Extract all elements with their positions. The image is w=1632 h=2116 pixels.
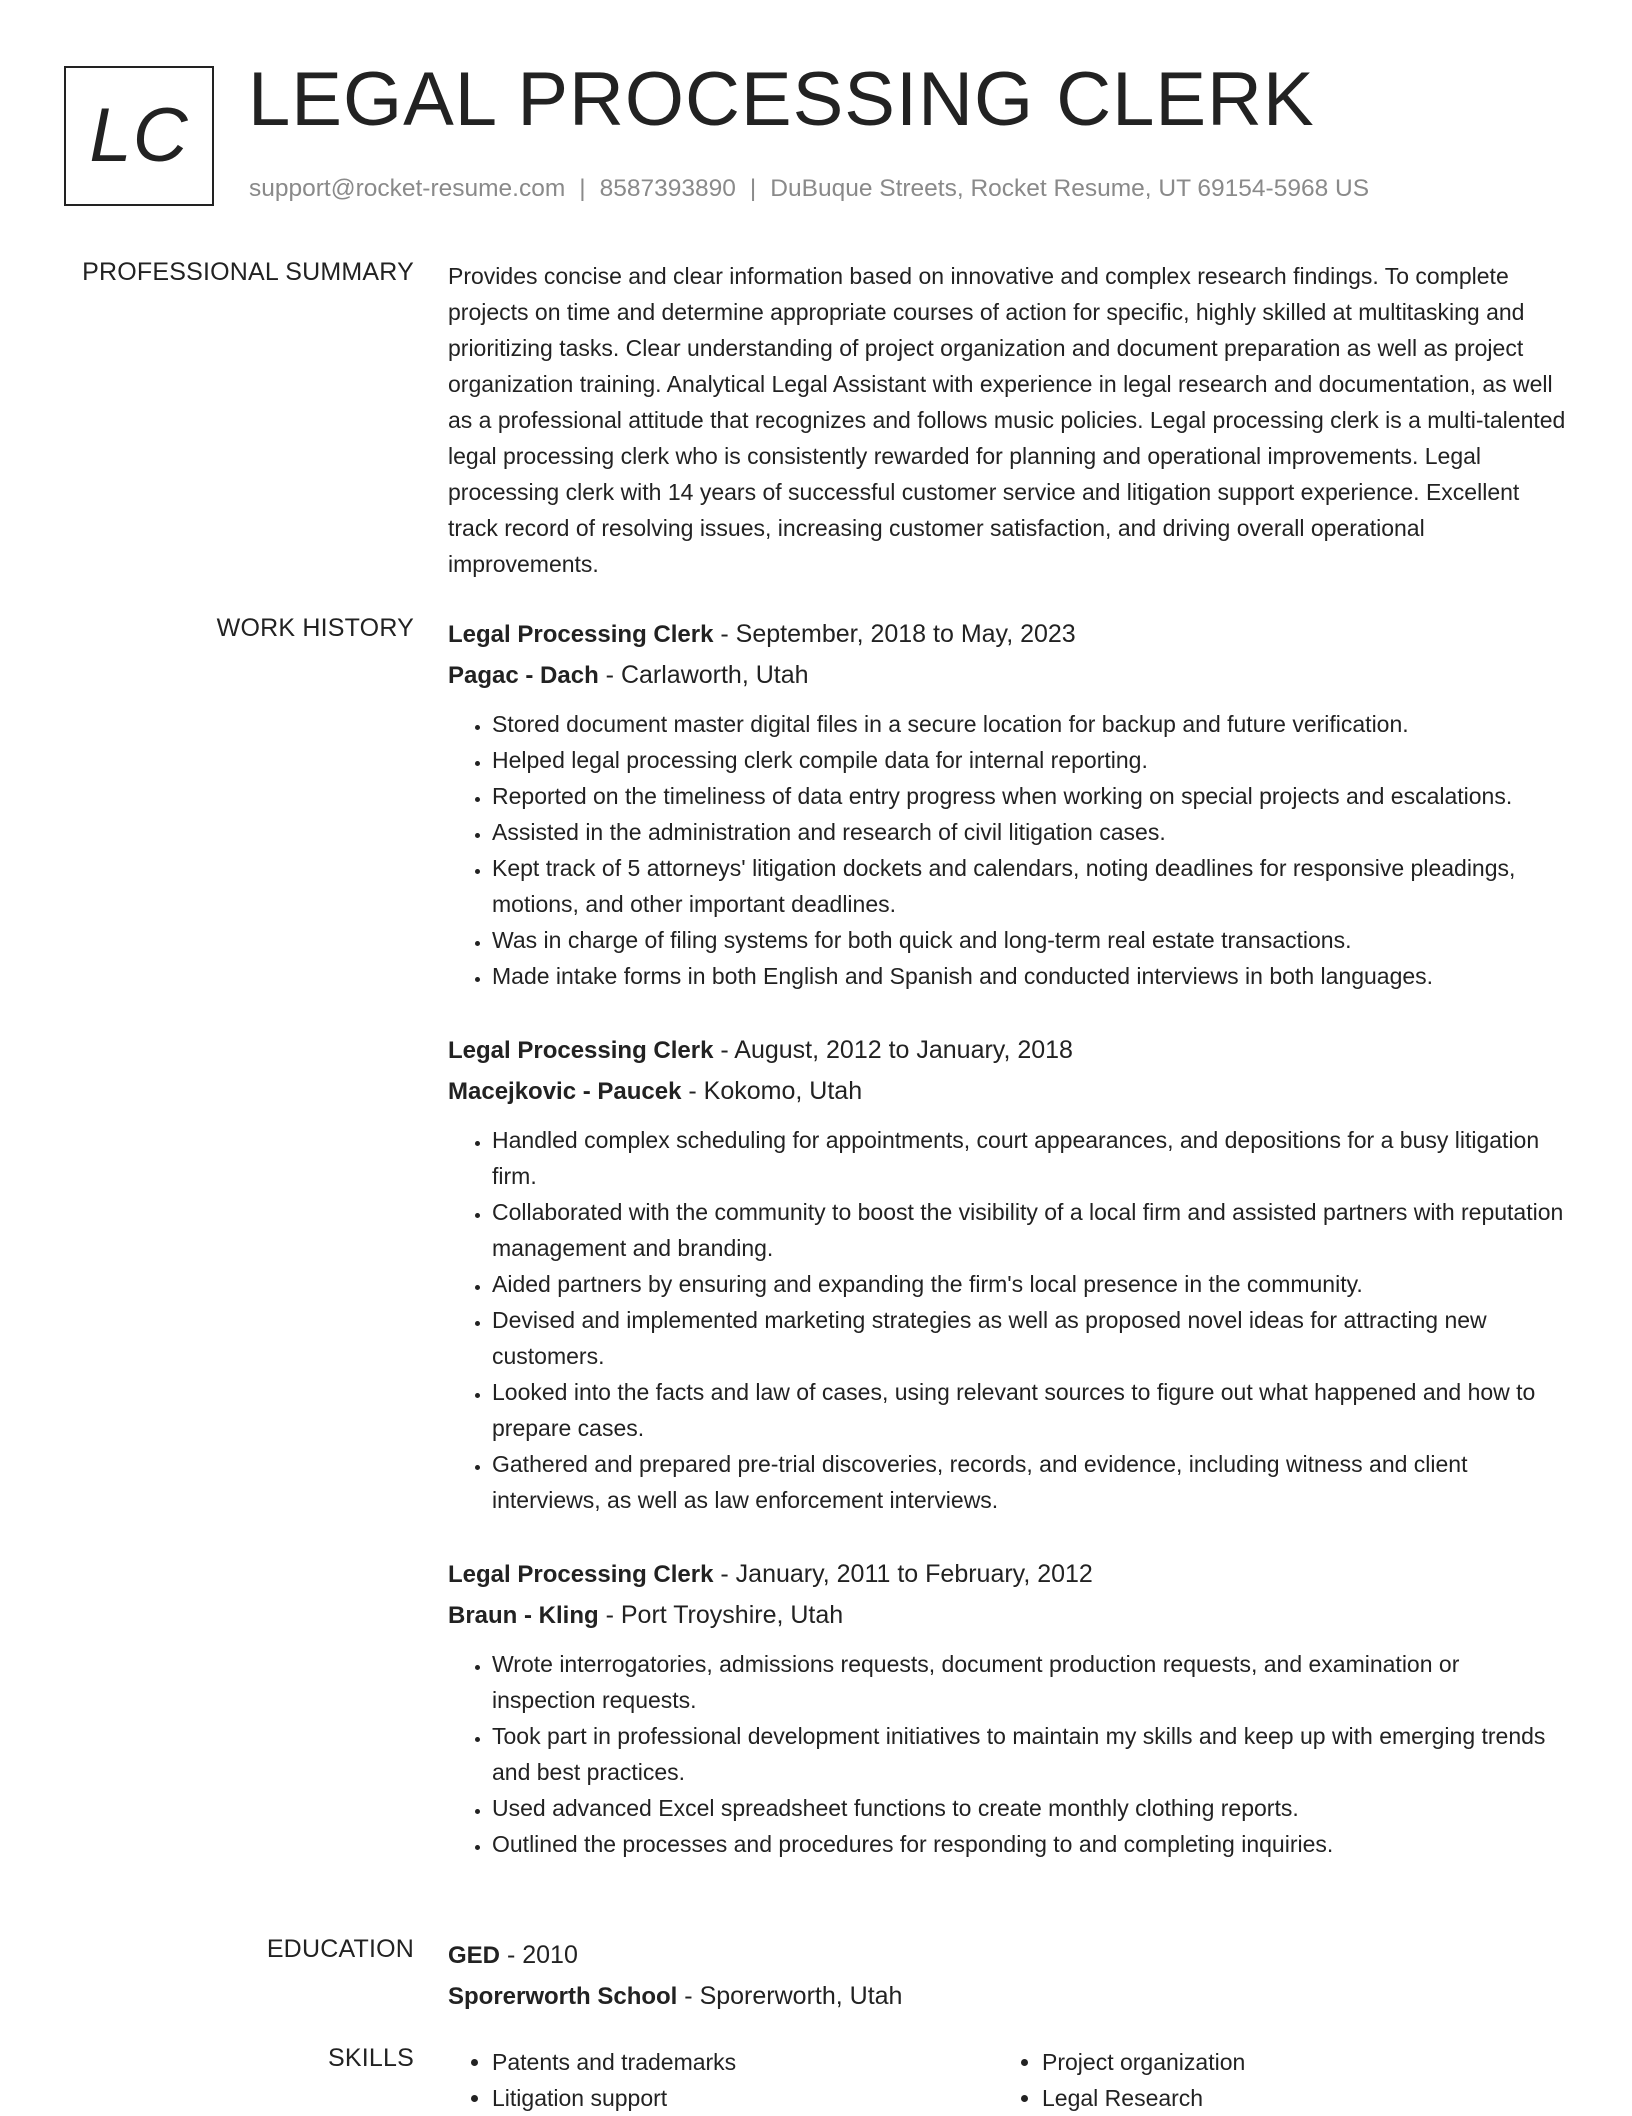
skill-item: • Patents and trademarks (492, 2044, 998, 2080)
job-title: Legal Processing Clerk (448, 621, 714, 648)
skills-heading: SKILLS (328, 2044, 414, 2072)
contact-separator: | (749, 175, 757, 202)
contact-line (249, 175, 1369, 203)
skill-item: • Legal Research (1042, 2080, 1548, 2116)
job-entry (448, 1030, 1568, 1518)
job-dates: - September, 2018 to May, 2023 (713, 620, 1076, 648)
list-item: • Used advanced Excel spreadsheet functions to create monthly clothing reports. (492, 1790, 1568, 1826)
list-item: • Collaborated with the community to boost the visibility of a local firm and assisted partners with reputation management and branding. (492, 1194, 1568, 1266)
contact-email[interactable]: support@rocket-resume.com (249, 175, 566, 202)
skills-list-right (998, 2044, 1548, 2116)
list-item: • Was in charge of filing systems for both quick and long-term real estate transactions. (492, 922, 1568, 958)
summary-text: Provides concise and clear information based on innovative and complex research findings. To complete projects on time and determine appropriate courses of action for specific, highly skilled at multitasking and prioritizing tasks. Clear understanding of project organization and document preparation as well as project organization training. Analytical Legal Assistant with experience in legal research and documentation, as well as a professional attitude that recognizes and follows music policies. Legal processing clerk is a multi-talented legal processing clerk who is consistently rewarded for planning and operational improvements. Legal processing clerk with 14 years of successful customer service and litigation support experience. Excellent track record of resolving issues, increasing customer satisfaction, and driving overall operational improvements. (448, 263, 1566, 577)
list-item: • Devised and implemented marketing strategies as well as proposed novel ideas for attracting new customers. (492, 1302, 1568, 1374)
job-bullets (448, 1646, 1568, 1862)
skills-list-left (448, 2044, 998, 2116)
job-company-line (448, 655, 1568, 696)
contact-phone[interactable]: 8587393890 (599, 175, 736, 202)
skill-item: • Litigation support (492, 2080, 998, 2116)
job-company-line (448, 1595, 1568, 1636)
list-item: • Took part in professional development initiatives to maintain my skills and keep up with emerging trends and best practices. (492, 1718, 1568, 1790)
job-company: Pagac - Dach (448, 662, 599, 689)
job-dates: - August, 2012 to January, 2018 (713, 1036, 1073, 1064)
list-item: • Gathered and prepared pre-trial discoveries, records, and evidence, including witness and client interviews, as well as law enforcement interviews. (492, 1446, 1568, 1518)
job-bullets (448, 706, 1568, 994)
job-title-line (448, 614, 1568, 655)
list-item: • Helped legal processing clerk compile data for internal reporting. (492, 742, 1568, 778)
education-heading: EDUCATION (266, 1935, 414, 1963)
job-title: Legal Processing Clerk (448, 1561, 714, 1588)
job-location: - Kokomo, Utah (681, 1077, 863, 1105)
education-school-line (448, 1976, 1568, 2017)
list-item: • Made intake forms in both English and Spanish and conducted interviews in both languages. (492, 958, 1568, 994)
contact-separator: | (579, 175, 586, 202)
education-year: - 2010 (500, 1941, 578, 1969)
job-company: Macejkovic - Paucek (448, 1078, 682, 1105)
list-item: • Outlined the processes and procedures for responding to and completing inquiries. (492, 1826, 1568, 1862)
summary-body (448, 258, 1568, 582)
skill-item: • Project organization (1042, 2044, 1548, 2080)
work-history-heading: WORK HISTORY (216, 614, 414, 642)
contact-address: DuBuque Streets, Rocket Resume, UT 69154-5968 US (770, 175, 1370, 202)
list-item: • Looked into the facts and law of cases, using relevant sources to figure out what happened and how to prepare cases. (492, 1374, 1568, 1446)
job-location: - Carlaworth, Utah (598, 661, 809, 689)
skills-body (448, 2044, 1568, 2116)
job-title: Legal Processing Clerk (448, 1037, 714, 1064)
job-dates: - January, 2011 to February, 2012 (713, 1560, 1093, 1588)
monogram-box (64, 66, 214, 206)
job-location: - Port Troyshire, Utah (598, 1601, 844, 1629)
job-entry (448, 614, 1568, 994)
education-school: Sporerworth School (448, 1983, 678, 2010)
education-body (448, 1935, 1568, 2017)
job-bullets (448, 1122, 1568, 1518)
job-company-line (448, 1071, 1568, 1112)
job-title-line (448, 1030, 1568, 1071)
list-item: • Assisted in the administration and research of civil litigation cases. (492, 814, 1568, 850)
list-item: • Wrote interrogatories, admissions requests, document production requests, and examination or inspection requests. (492, 1646, 1568, 1718)
job-entry (448, 1554, 1568, 1862)
education-degree: GED (448, 1942, 501, 1969)
education-degree-line (448, 1935, 1568, 1976)
education-location: - Sporerworth, Utah (677, 1982, 903, 2010)
list-item: • Kept track of 5 attorneys' litigation dockets and calendars, noting deadlines for responsive pleadings, motions, and other important deadlines. (492, 850, 1568, 922)
skills-columns (448, 2044, 1568, 2116)
page-title: LEGAL PROCESSING CLERK (248, 57, 1315, 142)
job-title-line (448, 1554, 1568, 1595)
summary-heading: PROFESSIONAL SUMMARY (82, 258, 414, 286)
list-item: • Aided partners by ensuring and expanding the firm's local presence in the community. (492, 1266, 1568, 1302)
job-company: Braun - Kling (448, 1602, 599, 1629)
list-item: • Stored document master digital files in a secure location for backup and future verification. (492, 706, 1568, 742)
list-item: • Reported on the timeliness of data entry progress when working on special projects and escalations. (492, 778, 1568, 814)
list-item: • Handled complex scheduling for appointments, court appearances, and depositions for a busy litigation firm. (492, 1122, 1568, 1194)
monogram-initials: LC (89, 93, 189, 178)
work-history-body (448, 614, 1568, 1898)
